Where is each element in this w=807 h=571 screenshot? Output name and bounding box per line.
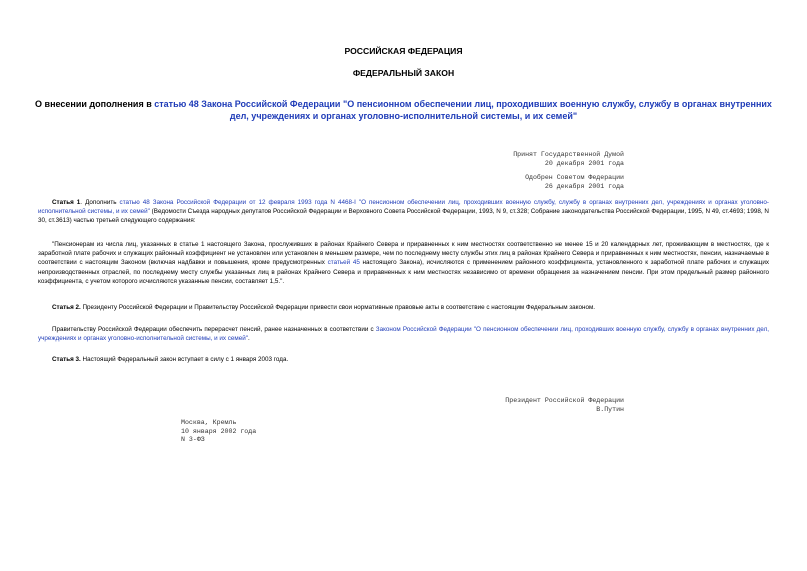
approved-line1: Одобрен Советом Федерации	[525, 174, 624, 181]
signature-line1: Президент Российской Федерации	[505, 397, 624, 404]
law-title	[30, 99, 777, 122]
place-date-number	[181, 419, 256, 445]
quote-link-article-45[interactable]: статьей 45	[327, 259, 360, 267]
article-1-text2: (Ведомости Съезда народных депутатов Российской Федерации и Верховного Совета Российской Федерации, 1993, N 9, ст.328; Собрание законодательства Российской Федерации, 1995, N 49, ст.4693; 1998, N 30, ст.3613) частью третьей следующего содержания:	[38, 208, 769, 225]
quote-text2: настоящего Закона), исчисляются с применением районного коэффициента, установленного к заработной плате рабочих и служащих непроизводственных отраслей, по последнему месту службы указанных лиц в районах Крайнего Севера и приравненных к ним местностях независимо от времени обращения за назначением пенсии. При этом предельный размер районного коэффициента, с учетом которого исчисляются указанные пенсии, составляет 1,5.".	[38, 259, 770, 285]
article-1-link[interactable]: статью 48 Закона Российской Федерации от 12 февраля 1993 года N 4468-I "О пенсионном обеспечении лиц, проходивших военную службу, службу в органах внутренних дел, учреждениях и органах уголовно-исполнительной системы, и их семей"	[38, 199, 769, 216]
law-title-link[interactable]: статью 48 Закона Российской Федерации "О пенсионном обеспечении лиц, проходивших военную службу, службу в органах внутренних дел, учреждениях и органах уголовно-исполнительной системы, и их семей"	[154, 99, 772, 121]
article-2-text: Президенту Российской Федерации и Правительству Российской Федерации привести свои нормативные правовые акты в соответствие с настоящим Федеральным законом.	[80, 304, 596, 311]
approval-federation-council	[525, 174, 624, 191]
government-text1: Правительству Российской Федерации обеспечить перерасчет пенсий, ранее назначенных в соответствии с	[52, 326, 376, 333]
federation-heading: РОССИЙСКАЯ ФЕДЕРАЦИЯ	[344, 46, 463, 56]
place-line3: N 3-ФЗ	[181, 436, 205, 444]
government-paragraph	[38, 325, 769, 343]
president-signature	[505, 397, 624, 414]
article-1-text1: . Дополнить	[80, 199, 120, 206]
place-line2: 10 января 2002 года	[181, 427, 257, 435]
article-2-label: Статья 2.	[52, 304, 81, 311]
place-line1: Москва, Кремль	[181, 419, 237, 426]
government-link[interactable]: Законом Российской Федерации "О пенсионном обеспечении лиц, проходивших военную службу, службу в органах внутренних дел, учреждениях и органах уголовно-исполнительной системы, и их семей"	[38, 326, 769, 343]
law-title-prefix: О внесении дополнения в	[35, 99, 155, 109]
article-3-label: Статья 3.	[52, 356, 81, 363]
article-1-label: Статья 1	[52, 199, 81, 206]
government-text2: .	[248, 335, 250, 343]
signature-line2: В.Путин	[596, 405, 624, 413]
article-1	[38, 198, 769, 226]
law-type-heading: ФЕДЕРАЛЬНЫЙ ЗАКОН	[352, 68, 455, 78]
accepted-line2: 20 декабря 2001 года	[544, 159, 624, 167]
article-3-text: Настоящий Федеральный закон вступает в силу с 1 января 2003 года.	[80, 356, 289, 363]
accepted-line1: Принят Государственной Думой	[513, 151, 624, 158]
quote-text1: "Пенсионерам из числа лиц, указанных в статье 1 настоящего Закона, прослуживших в районах Крайнего Севера и приравненных к ним местностях соответственно не менее 15 и 20 календарных лет, проживающим в местностях, где к заработной плате рабочих и служащих районный коэффициент не установлен или установлен в меньшем размере, чем по последнему месту службы этих лиц в районах Крайнего Севера и приравненных к ним местностях, пенсии, назначаемые в соответствии с настоящим Законом (включая надбавки и повышения, кроме предусмотренных	[38, 241, 769, 267]
article-1-quote	[38, 240, 769, 286]
article-3	[38, 355, 769, 364]
adoption-duma	[513, 151, 624, 168]
approved-line2: 26 декабря 2001 года	[544, 182, 624, 190]
article-2	[38, 303, 769, 312]
